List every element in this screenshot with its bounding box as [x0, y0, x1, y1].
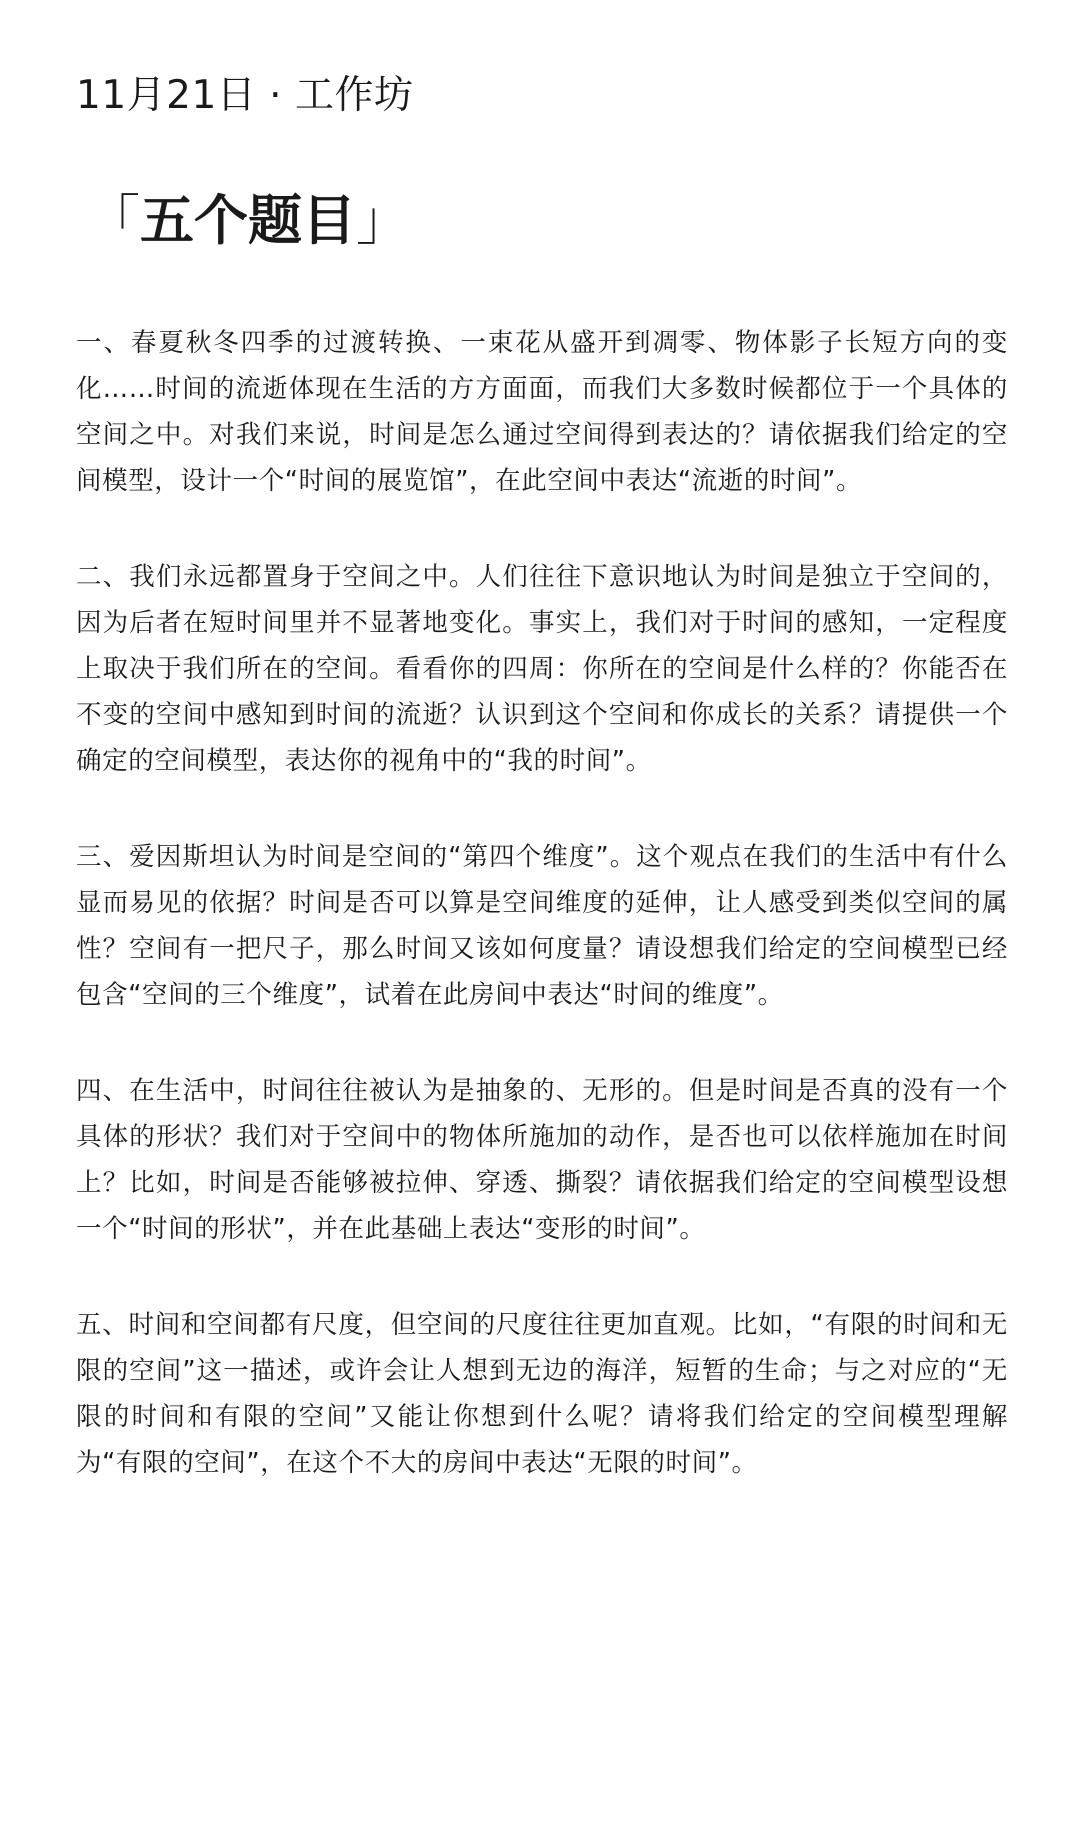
- prompt-list: [76, 320, 1008, 1536]
- section-title: 五个题目: [140, 189, 356, 252]
- section-heading: [86, 183, 410, 259]
- open-bracket: 「: [86, 189, 140, 252]
- prompt-4: 四、在生活中，时间往往被认为是抽象的、无形的。但是时间是否真的没有一个具体的形状？我们对于空间中的物体所施加的动作，是否也可以依样施加在时间上？比如，时间是否能够被拉伸、穿透、撕裂？请依据我们给定的空间模型设想一个“时间的形状”，并在此基础上表达“变形的时间”。: [76, 1076, 1008, 1244]
- prompt-2: 二、我们永远都置身于空间之中。人们往往下意识地认为时间是独立于空间的，因为后者在短时间里并不显著地变化。事实上，我们对于时间的感知，一定程度上取决于我们所在的空间。看看你的四周：你所在的空间是什么样的？你能否在不变的空间中感知到时间的流逝？认识到这个空间和你成长的关系？请提供一个确定的空间模型，表达你的视角中的“我的时间”。: [76, 562, 1008, 776]
- close-bracket: 」: [356, 189, 410, 252]
- prompt-3: 三、爱因斯坦认为时间是空间的“第四个维度”。这个观点在我们的生活中有什么显而易见的依据？时间是否可以算是空间维度的延伸，让人感受到类似空间的属性？空间有一把尺子，那么时间又该如何度量？请设想我们给定的空间模型已经包含“空间的三个维度”，试着在此房间中表达“时间的维度”。: [76, 842, 1008, 1010]
- date-title: 11月21日 · 工作坊: [76, 73, 414, 118]
- prompt-5: 五、时间和空间都有尺度，但空间的尺度往往更加直观。比如，“有限的时间和无限的空间”这一描述，或许会让人想到无边的海洋，短暂的生命；与之对应的“无限的时间和有限的空间”又能让你想到什么呢？请将我们给定的空间模型理解为“有限的空间”，在这个不大的房间中表达“无限的时间”。: [76, 1310, 1008, 1478]
- prompt-1: 一、春夏秋冬四季的过渡转换、一束花从盛开到凋零、物体影子长短方向的变化……时间的流逝体现在生活的方方面面，而我们大多数时候都位于一个具体的空间之中。对我们来说，时间是怎么通过空间得到表达的？请依据我们给定的空间模型，设计一个“时间的展览馆”，在此空间中表达“流逝的时间”。: [76, 328, 1008, 496]
